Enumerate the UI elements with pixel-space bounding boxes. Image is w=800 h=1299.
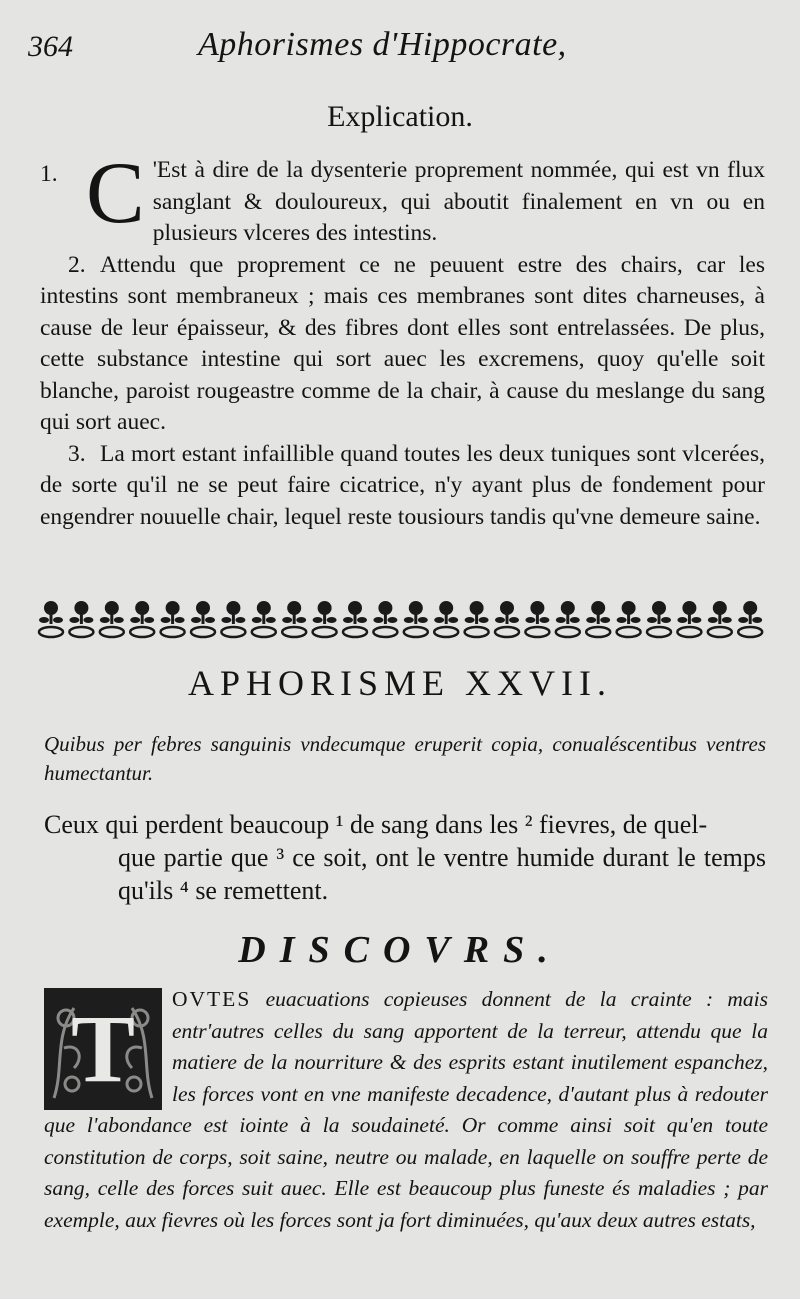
- initial-letter: T: [70, 995, 136, 1102]
- fleuron-leaf: [205, 617, 215, 623]
- explication-heading: Explication.: [327, 100, 473, 133]
- fleuron-stem: [536, 612, 539, 624]
- fleuron-scroll: [130, 627, 154, 637]
- page-number: 364: [28, 30, 73, 63]
- fleuron-leaf: [69, 617, 79, 623]
- note-2: [40, 250, 765, 439]
- fleuron-leaf: [39, 617, 49, 623]
- fleuron-scroll: [373, 627, 397, 637]
- lead-words: OVTES: [172, 987, 252, 1011]
- fleuron-scroll: [252, 627, 276, 637]
- note-number: 1.: [40, 161, 58, 187]
- fleuron-leaf: [161, 617, 171, 623]
- note-number: 3.: [68, 440, 86, 467]
- fleuron-scroll: [313, 627, 337, 637]
- fleuron-stem: [262, 612, 265, 624]
- fleuron-leaf: [418, 617, 428, 623]
- fleuron-leaf: [357, 617, 367, 623]
- fleuron-stem: [293, 612, 296, 624]
- fleuron-scroll: [343, 627, 367, 637]
- fleuron-leaf: [114, 617, 124, 623]
- fleuron-stem: [354, 612, 357, 624]
- fleuron-stem: [475, 612, 478, 624]
- fleuron-leaf: [509, 617, 519, 623]
- fleuron-leaf: [647, 617, 657, 623]
- fleuron-scroll: [556, 627, 580, 637]
- fleuron-scroll: [738, 627, 762, 637]
- fleuron-leaf: [313, 617, 323, 623]
- fleuron-stem: [50, 612, 53, 624]
- fleuron-stem: [141, 612, 144, 624]
- fleuron-leaf: [448, 617, 458, 623]
- fleuron-leaf: [556, 617, 566, 623]
- discours-body-text: euacuations copieuses donnent de la crainte : mais entr'autres celles du sang apportent de la terreur, attendu que la matiere de la nourriture & des esprits estant inutilement espanchez, les forces vont en vne manifeste decadence, d'autant plus à redouter que l'abondance est iointe à la soudaineté. Or comme ainsi soit qu'en toute constitution de corps, soit saine, neutre ou malade, en laquelle on souffre perte de sang, celle des forces suit auec. Elle est beaucoup plus funeste és maladies ; par exemple, aux fievres où les forces sont ja fort diminuées, qu'aux deux autres estats,: [44, 987, 769, 1232]
- fleuron-stem: [445, 612, 448, 624]
- translation-continuation: que partie que ³ ce soit, ont le ventre humide durant le temps qu'ils ⁴ se remettent.: [118, 843, 766, 905]
- fleuron-stem: [202, 612, 205, 624]
- fleuron-leaf: [465, 617, 475, 623]
- fleuron-scroll: [404, 627, 428, 637]
- fleuron-leaf: [600, 617, 610, 623]
- fleuron-stem: [80, 612, 83, 624]
- fleuron-leaf: [343, 617, 353, 623]
- fleuron-stem: [506, 612, 509, 624]
- fleuron-scroll: [161, 627, 185, 637]
- fleuron-leaf: [327, 617, 337, 623]
- fleuron-leaf: [404, 617, 414, 623]
- fleuron-scroll: [465, 627, 489, 637]
- fleuron-leaf: [83, 617, 93, 623]
- fleuron-leaf: [525, 617, 535, 623]
- fleuron-stem: [597, 612, 600, 624]
- fleuron-leaf: [479, 617, 489, 623]
- note-number: 2.: [68, 251, 86, 278]
- fleuron-scroll: [677, 627, 701, 637]
- running-title: Aphorismes d'Hippocrate,: [198, 26, 567, 63]
- translation-line-1: Ceux qui perdent beaucoup ¹ de sang dans les ² fievres, de quel-: [44, 810, 708, 839]
- fleuron-leaf: [144, 617, 154, 623]
- french-translation: [44, 808, 766, 907]
- fleuron-leaf: [617, 617, 627, 623]
- explication-notes: [40, 145, 765, 533]
- fleuron-scroll: [647, 627, 671, 637]
- fleuron-leaf: [235, 617, 245, 623]
- fleuron-leaf: [175, 617, 185, 623]
- note-text: Attendu que proprement ce ne peuuent estre des chairs, car les intestins sont membraneux ; mais ces membranes sont dites charneuses, à cause de leur épaisseur, & des fibres dont elles sont entrelassées. De plus, cette substance intestine qui sort auec les excremens, quoy qu'elle soit blanche, paroist rougeastre comme de la chair, à cause du meslange du sang qui sort auec.: [40, 251, 765, 435]
- fleuron-scroll: [282, 627, 306, 637]
- running-head: [28, 22, 760, 72]
- fleuron-stem: [718, 612, 721, 624]
- fleuron-leaf: [738, 617, 748, 623]
- discours-heading: DISCOVRS.: [238, 929, 562, 971]
- fleuron-scroll: [434, 627, 458, 637]
- fleuron-leaf: [266, 617, 276, 623]
- fleuron-leaf: [387, 617, 397, 623]
- decorated-initial: [44, 988, 162, 1110]
- fleuron-leaf: [539, 617, 549, 623]
- fleuron-stem: [414, 612, 417, 624]
- fleuron-scroll: [39, 627, 63, 637]
- fleuron-leaf: [53, 617, 63, 623]
- fleuron-leaf: [752, 617, 762, 623]
- fleuron-leaf: [221, 617, 231, 623]
- fleuron-scroll: [525, 627, 549, 637]
- fleuron-stem: [110, 612, 113, 624]
- fleuron-leaf: [570, 617, 580, 623]
- fleuron-leaf: [631, 617, 641, 623]
- fleuron-leaf: [252, 617, 262, 623]
- fleuron-scroll: [100, 627, 124, 637]
- fleuron-scroll: [617, 627, 641, 637]
- fleuron-leaf: [282, 617, 292, 623]
- fleuron-scroll: [69, 627, 93, 637]
- fleuron-leaf: [373, 617, 383, 623]
- fleuron-leaf: [434, 617, 444, 623]
- fleuron-stem: [688, 612, 691, 624]
- fleuron-leaf: [722, 617, 732, 623]
- note-text: 'Est à dire de la dysenterie proprement nommée, qui est vn flux sanglant & douloureux, qui aboutit finalement en vn ou en plusieurs vlceres des intestins.: [152, 157, 765, 246]
- fleuron-leaf: [586, 617, 596, 623]
- fleuron-stem: [384, 612, 387, 624]
- discours-text: [44, 984, 768, 1236]
- fleuron-leaf: [100, 617, 110, 623]
- note-1: [40, 145, 765, 250]
- fleuron-stem: [749, 612, 752, 624]
- aphorism-heading: APHORISME XXVII.: [187, 663, 612, 703]
- fleuron-stem: [627, 612, 630, 624]
- fleuron-scroll: [221, 627, 245, 637]
- fleuron-stem: [658, 612, 661, 624]
- fleuron-ornament-band: [36, 596, 766, 644]
- fleuron-leaf: [191, 617, 201, 623]
- fleuron-leaf: [296, 617, 306, 623]
- fleuron-leaf: [677, 617, 687, 623]
- fleuron-scroll: [708, 627, 732, 637]
- drop-capital: C: [86, 145, 145, 242]
- fleuron-stem: [171, 612, 174, 624]
- fleuron-leaf: [130, 617, 140, 623]
- fleuron-leaf: [708, 617, 718, 623]
- fleuron-stem: [323, 612, 326, 624]
- fleuron-leaf: [495, 617, 505, 623]
- fleuron-leaf: [661, 617, 671, 623]
- fleuron-scroll: [586, 627, 610, 637]
- note-text: La mort estant infaillible quand toutes les deux tuniques sont vlcerées, de sorte qu'il ne se peut faire cicatrice, n'y ayant plus de fondement pour engendrer nouuelle chair, lequel reste tousiours tandis qu'vne demeure saine.: [40, 440, 765, 530]
- fleuron-stem: [232, 612, 235, 624]
- fleuron-scroll: [495, 627, 519, 637]
- fleuron-stem: [566, 612, 569, 624]
- latin-text: Quibus per febres sanguinis vndecumque eruperit copia, conualéscentibus ventres humectantur.: [44, 732, 766, 785]
- fleuron-scroll: [191, 627, 215, 637]
- fleuron-leaf: [691, 617, 701, 623]
- note-3: [40, 439, 765, 534]
